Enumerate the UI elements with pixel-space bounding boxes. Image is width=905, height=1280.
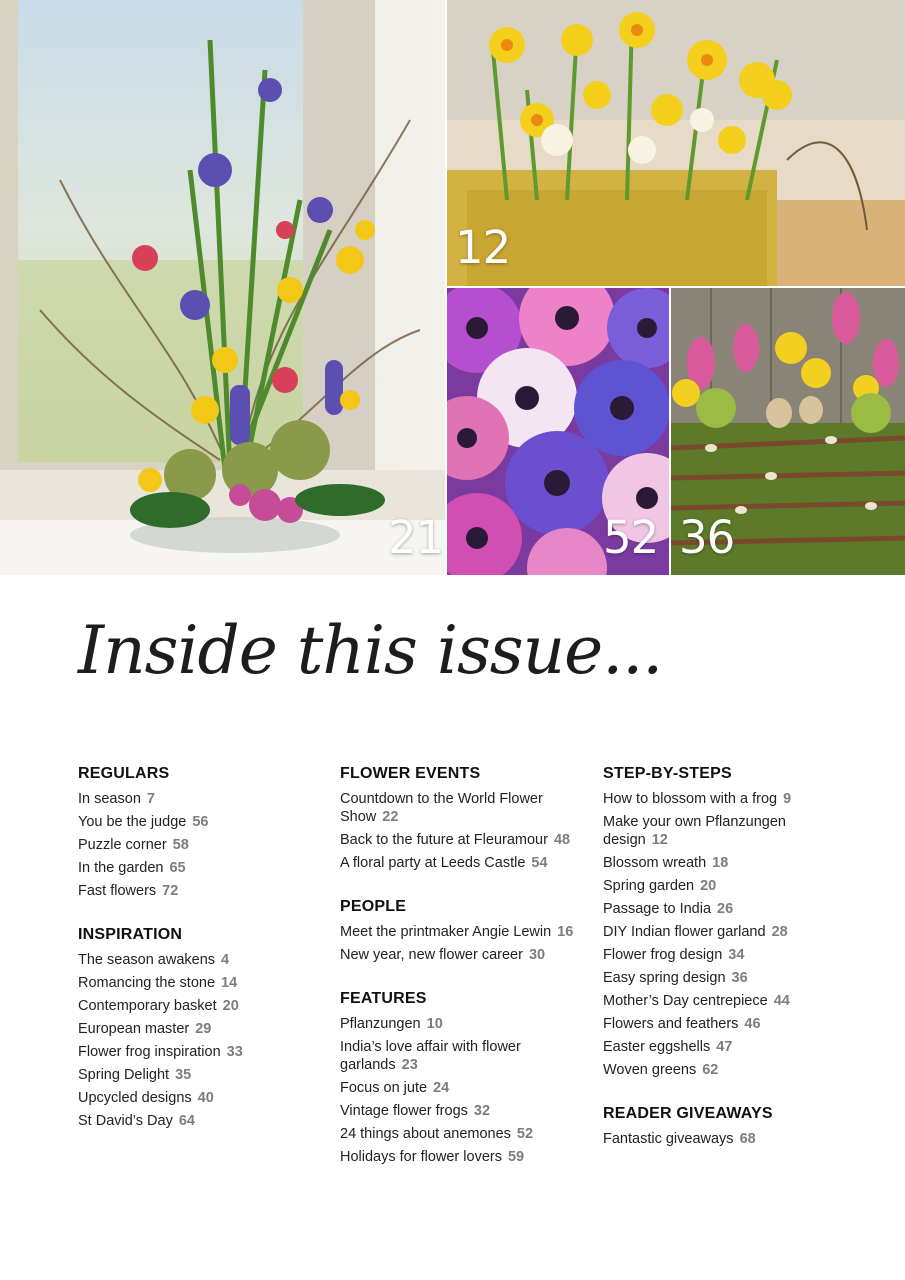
article-title: European master <box>78 1021 190 1037</box>
article-title: Passage to India <box>603 901 712 917</box>
page-number: 22 <box>382 809 399 825</box>
article-title: Flowers and feathers <box>603 1016 739 1032</box>
contents-column-1 <box>78 764 328 1135</box>
page-number: 12 <box>651 832 668 848</box>
contents-item[interactable] <box>340 854 590 872</box>
contents-section <box>78 764 328 900</box>
contents-item[interactable] <box>78 859 328 877</box>
article-title: Meet the printmaker Angie Lewin <box>340 924 552 940</box>
page-number: 34 <box>728 947 745 963</box>
contents-item[interactable] <box>78 1089 328 1107</box>
contents-item[interactable] <box>603 992 843 1010</box>
article-title: The season awakens <box>78 952 216 968</box>
page-number: 36 <box>731 970 748 986</box>
page-number: 64 <box>178 1113 195 1129</box>
contents-item[interactable] <box>603 1061 843 1079</box>
page-number: 44 <box>773 993 790 1009</box>
page-number: 56 <box>192 814 209 830</box>
contents-item[interactable] <box>340 1038 590 1074</box>
page-number: 33 <box>226 1044 243 1060</box>
page-number-12: 12 <box>455 221 511 274</box>
contents-item[interactable] <box>603 969 843 987</box>
section-heading: INSPIRATION <box>78 926 183 943</box>
section-heading: STEP-BY-STEPS <box>603 765 732 782</box>
contents-item[interactable] <box>78 951 328 969</box>
contents-item[interactable] <box>603 1015 843 1033</box>
contents-section <box>78 925 328 1130</box>
section-heading: PEOPLE <box>340 898 407 915</box>
article-title: Woven greens <box>603 1062 697 1078</box>
page-number: 10 <box>426 1016 443 1032</box>
page-number: 54 <box>531 855 548 871</box>
article-title: Mother’s Day centrepiece <box>603 993 768 1009</box>
page-number: 65 <box>169 860 186 876</box>
article-title: Fantastic giveaways <box>603 1131 734 1147</box>
contents-item[interactable] <box>603 877 843 895</box>
contents-item[interactable] <box>78 813 328 831</box>
article-title: Easter eggshells <box>603 1039 711 1055</box>
contents-item[interactable] <box>603 900 843 918</box>
section-gap <box>340 969 590 989</box>
contents-item[interactable] <box>78 790 328 808</box>
contents-item[interactable] <box>603 813 843 849</box>
article-title: Vintage flower frogs <box>340 1103 468 1119</box>
daffodil-basket-photo <box>447 0 905 286</box>
contents-item[interactable] <box>78 1043 328 1061</box>
page-number-52: 52 <box>603 511 659 564</box>
contents-column-3 <box>603 764 843 1153</box>
contents-item[interactable] <box>603 790 843 808</box>
page-number: 20 <box>222 998 239 1014</box>
contents-item[interactable] <box>78 836 328 854</box>
page-number: 30 <box>528 947 546 963</box>
article-title: In season <box>78 791 141 807</box>
contents-item[interactable] <box>78 997 328 1015</box>
anemones-photo <box>447 288 669 575</box>
page-number: 59 <box>507 1149 525 1165</box>
section-heading: FLOWER EVENTS <box>340 765 481 782</box>
page-number: 58 <box>172 837 189 853</box>
contents-item[interactable] <box>340 1125 590 1143</box>
contents-item[interactable] <box>603 946 843 964</box>
article-title: You be the judge <box>78 814 187 830</box>
article-title: Fast flowers <box>78 883 157 899</box>
contents-item[interactable] <box>340 831 590 849</box>
article-title: Countdown to the World Flower Show <box>340 791 543 825</box>
page-number: 16 <box>557 924 574 940</box>
article-title: Easy spring design <box>603 970 726 986</box>
article-title: Upcycled designs <box>78 1090 192 1106</box>
page-number: 20 <box>700 878 717 894</box>
page-number: 35 <box>175 1067 192 1083</box>
article-title: Focus on jute <box>340 1080 428 1096</box>
contents-item[interactable] <box>603 854 843 872</box>
article-title: How to blossom with a frog <box>603 791 778 807</box>
article-title: Holidays for flower lovers <box>340 1149 502 1165</box>
article-title: Flower frog inspiration <box>78 1044 221 1060</box>
contents-section <box>603 764 843 1079</box>
section-gap <box>340 877 590 897</box>
page-number: 7 <box>146 791 155 807</box>
contents-item[interactable] <box>340 790 590 826</box>
contents-item[interactable] <box>78 1020 328 1038</box>
article-title: Contemporary basket <box>78 998 217 1014</box>
page-number: 46 <box>744 1016 761 1032</box>
contents-item[interactable] <box>78 1112 328 1130</box>
article-title: DIY Indian flower garland <box>603 924 766 940</box>
contents-item[interactable] <box>340 1079 590 1097</box>
article-title: New year, new flower career <box>340 947 523 963</box>
contents-section <box>340 897 590 964</box>
contents-item[interactable] <box>340 923 590 941</box>
section-gap <box>603 1084 843 1104</box>
article-title: Back to the future at Fleuramour <box>340 832 548 848</box>
contents-item[interactable] <box>603 1038 843 1056</box>
page-number-36: 36 <box>679 511 735 564</box>
contents-item[interactable] <box>340 1015 590 1033</box>
page-number: 28 <box>771 924 788 940</box>
page-number: 14 <box>221 975 238 991</box>
section-heading: READER GIVEAWAYS <box>603 1105 773 1122</box>
page-number: 29 <box>195 1021 212 1037</box>
page-number: 62 <box>702 1062 719 1078</box>
contents-item[interactable] <box>603 1130 843 1148</box>
contents-section <box>340 989 590 1166</box>
article-title: In the garden <box>78 860 164 876</box>
photo-collage <box>0 0 905 575</box>
contents-item[interactable] <box>603 923 843 941</box>
page-number: 9 <box>783 791 792 807</box>
article-title: Pflanzungen <box>340 1016 421 1032</box>
article-title: Flower frog design <box>603 947 723 963</box>
page-number: 72 <box>162 883 179 899</box>
page-number: 52 <box>516 1126 534 1142</box>
page-number: 40 <box>197 1090 214 1106</box>
page-number: 48 <box>553 832 571 848</box>
contents-item[interactable] <box>340 1148 590 1166</box>
page-number: 26 <box>717 901 734 917</box>
page-number-21: 21 <box>388 511 444 564</box>
contents-item[interactable] <box>78 1066 328 1084</box>
section-heading: REGULARS <box>78 765 170 782</box>
article-title: Make your own Pflanzungen design <box>603 814 786 848</box>
page-number: 68 <box>739 1131 756 1147</box>
article-title: 24 things about anemones <box>340 1126 511 1142</box>
contents-item[interactable] <box>78 974 328 992</box>
contents-item[interactable] <box>340 1102 590 1120</box>
article-title: Blossom wreath <box>603 855 707 871</box>
contents-item[interactable] <box>340 946 590 964</box>
page-number: 4 <box>221 952 230 968</box>
article-title: St David’s Day <box>78 1113 173 1129</box>
moss-tulips-photo <box>671 288 905 575</box>
article-title: India’s love affair with flower garlands <box>340 1039 521 1073</box>
page-number: 47 <box>716 1039 733 1055</box>
page-number: 32 <box>473 1103 491 1119</box>
window-arrangement-photo <box>0 0 445 575</box>
section-gap <box>78 905 328 925</box>
section-heading: FEATURES <box>340 990 427 1007</box>
contents-section <box>603 1104 843 1148</box>
contents-column-2 <box>340 764 590 1171</box>
article-title: Spring garden <box>603 878 695 894</box>
page-number: 18 <box>712 855 729 871</box>
article-title: Spring Delight <box>78 1067 170 1083</box>
page-number: 24 <box>433 1080 450 1096</box>
article-title: Romancing the stone <box>78 975 216 991</box>
page-number: 23 <box>401 1057 418 1073</box>
article-title: Puzzle corner <box>78 837 167 853</box>
contents-section <box>340 764 590 872</box>
article-title: A floral party at Leeds Castle <box>340 855 526 871</box>
contents-item[interactable] <box>78 882 328 900</box>
page-title: Inside this issue... <box>78 612 663 689</box>
